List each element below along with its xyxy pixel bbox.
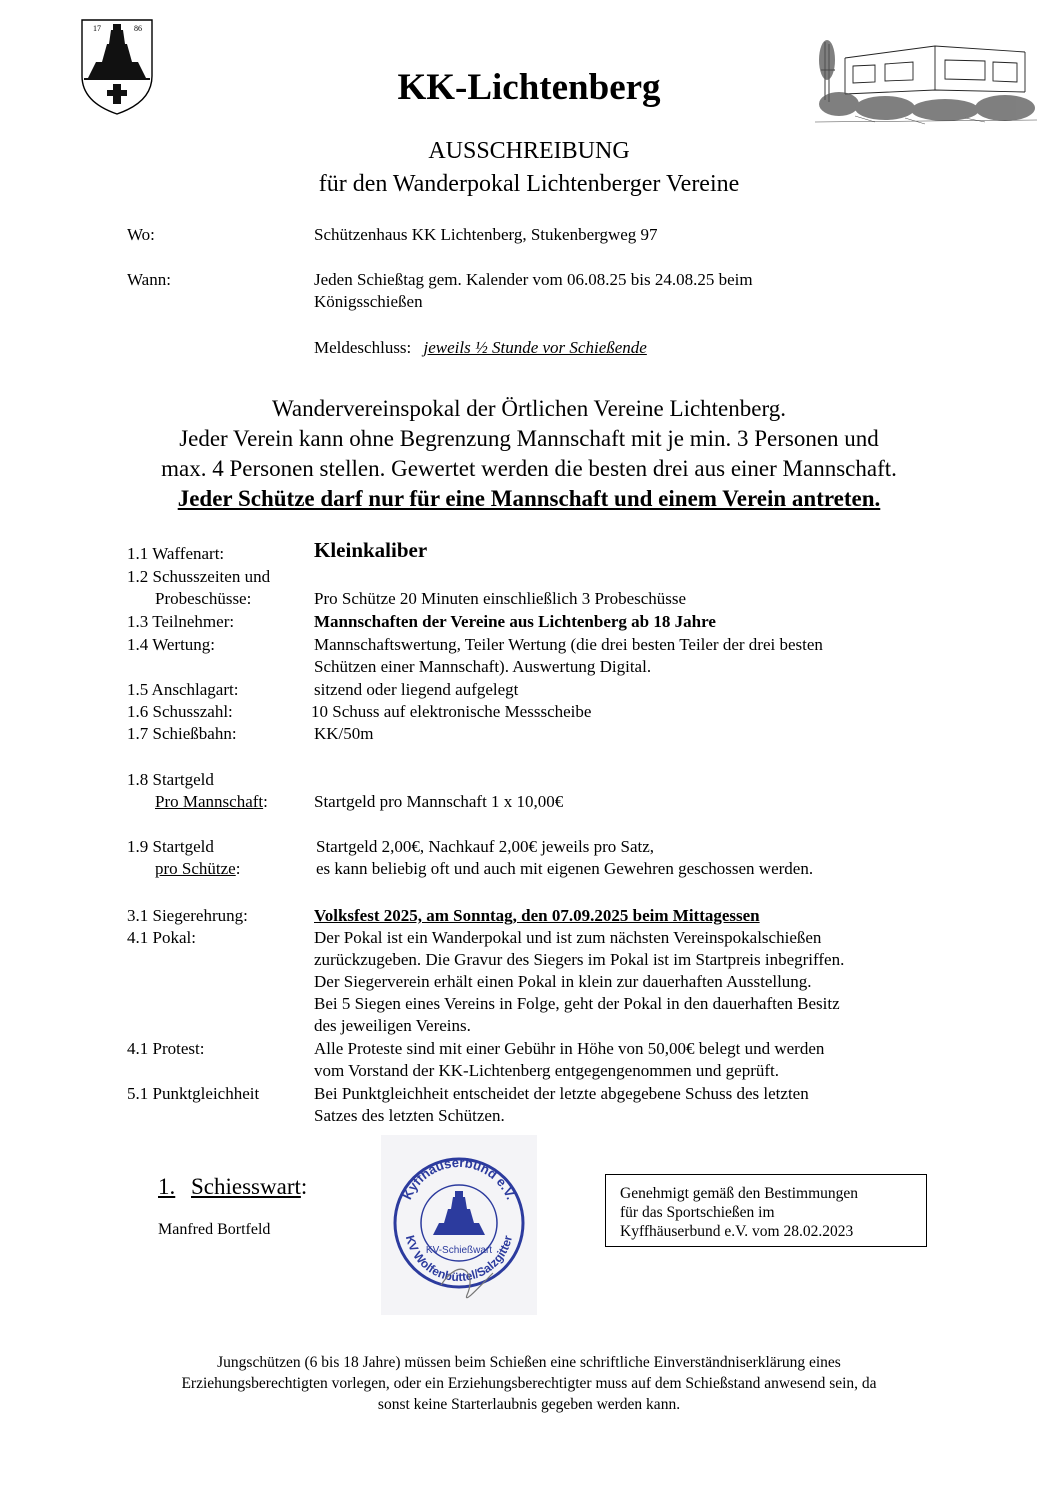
intro-text: [60, 394, 998, 514]
signature-role: Schiesswart: [191, 1174, 301, 1199]
rule-1-2-label-line1: 1.2 Schusszeiten und: [127, 567, 271, 586]
wo-label: Wo:: [127, 225, 155, 244]
rule-5-1-value-line2: Satzes des letzten Schützen.: [314, 1106, 505, 1125]
rule-4-1-pokal-value-line4: Bei 5 Siegen eines Vereins in Folge, geht der Pokal in den dauerhaften Besitz: [314, 994, 840, 1013]
signature-number: 1.: [158, 1174, 176, 1199]
rule-4-1-pokal-value-line3: Der Siegerverein erhält einen Pokal in klein zur dauerhaften Ausstellung.: [314, 972, 812, 991]
announcement-subheading: für den Wanderpokal Lichtenberger Vereine: [318, 171, 740, 197]
rule-1-5-label: 1.5 Anschlagart:: [127, 680, 239, 699]
crest-year-right: 86: [134, 24, 142, 33]
wo-value: Schützenhaus KK Lichtenberg, Stukenbergweg 97: [314, 225, 658, 244]
rule-1-9-label-line1: 1.9 Startgeld: [127, 837, 214, 856]
wann-value-line1: Jeden Schießtag gem. Kalender vom 06.08.25 bis 24.08.25 beim: [314, 270, 753, 289]
stamp-top-text: Kyffhäuserbund e.V.: [399, 1154, 519, 1202]
stamp-monument-icon: [433, 1191, 485, 1235]
rule-4-1-pokal-value-line2: zurückzugeben. Die Gravur des Siegers im Pokal ist im Startpreis inbegriffen.: [314, 950, 845, 969]
approval-line-1: Genehmigt gemäß den Bestimmungen: [620, 1185, 859, 1202]
approval-line-2: für das Sportschießen im: [620, 1204, 775, 1221]
youth-notice-line-3: sonst keine Starterlaubnis gegeben werden kann.: [377, 1396, 681, 1413]
intro-line-3: max. 4 Personen stellen. Gewertet werden die besten drei aus einer Mannschaft.: [161, 456, 897, 481]
youth-notice-line-1: Jungschützen (6 bis 18 Jahre) müssen beim Schießen eine schriftliche Einverständniserklärung eines: [217, 1354, 841, 1371]
official-stamp: [381, 1135, 537, 1315]
announcement-heading: AUSSCHREIBUNG: [428, 138, 630, 164]
page-title: KK-Lichtenberg: [397, 67, 661, 108]
wann-label: Wann:: [127, 270, 171, 289]
rule-3-1-value: Volksfest 2025, am Sonntag, den 07.09.2025 beim Mittagessen: [314, 906, 760, 925]
rule-1-9-label-underlined: pro Schütze: [155, 859, 236, 878]
rule-1-1-label: 1.1 Waffenart:: [127, 544, 225, 563]
signature-heading: 1. Schiesswart:: [158, 1174, 308, 1199]
stamp-bottom-text: KV Wolfenbüttel/Salzgitter: [402, 1233, 516, 1285]
rule-4-1-protest-value-line1: Alle Proteste sind mit einer Gebühr in Höhe von 50,00€ belegt und werden: [314, 1039, 825, 1058]
rule-4-1-protest-label: 4.1 Protest:: [127, 1039, 205, 1058]
rule-1-8-label-line1: 1.8 Startgeld: [127, 770, 214, 789]
rule-1-2-value: Pro Schütze 20 Minuten einschließlich 3 Probeschüsse: [314, 589, 687, 608]
rule-1-1-value: Kleinkaliber: [314, 538, 428, 562]
wann-value-line2: Königsschießen: [314, 292, 423, 311]
rule-1-8-label-line2: Pro Mannschaft:: [155, 792, 268, 811]
rule-1-4-value-line2: Schützen einer Mannschaft). Auswertung Digital.: [314, 657, 652, 676]
rule-1-7-value: KK/50m: [314, 724, 374, 743]
stamp-graphic: [381, 1135, 537, 1315]
approval-box: [605, 1174, 927, 1247]
meldeschluss-value: jeweils ½ Stunde vor Schießende: [423, 338, 647, 357]
stamp-inner-text: KV-Schießwart: [425, 1245, 493, 1256]
rule-1-6-value: 10 Schuss auf elektronische Messscheibe: [311, 702, 592, 721]
approval-line-3: Kyffhäuserbund e.V. vom 28.02.2023: [620, 1223, 854, 1240]
rule-1-9-label-line2: pro Schütze:: [155, 859, 241, 878]
rule-1-4-value-line1: Mannschaftswertung, Teiler Wertung (die drei besten Teiler der drei besten: [314, 635, 823, 654]
youth-notice-line-2: Erziehungsberechtigten vorlegen, oder ein Erziehungsberechtigter muss auf dem Schießstand anwesend sein, da: [181, 1375, 877, 1392]
rule-1-5-value: sitzend oder liegend aufgelegt: [314, 680, 519, 699]
rule-4-1-protest-value-line2: vom Vorstand der KK-Lichtenberg entgegengenommen und geprüft.: [314, 1061, 780, 1080]
rule-1-4-label: 1.4 Wertung:: [127, 635, 216, 654]
rule-1-8-value: Startgeld pro Mannschaft 1 x 10,00€: [314, 792, 564, 811]
rule-1-8-label-underlined: Pro Mannschaft: [155, 792, 264, 811]
signature-name: Manfred Bortfeld: [158, 1221, 271, 1238]
rule-1-9-value-line2: es kann beliebig oft und auch mit eigenen Gewehren geschossen werden.: [316, 859, 814, 878]
youth-notice: [100, 1352, 958, 1415]
rule-3-1-label: 3.1 Siegerehrung:: [127, 906, 248, 925]
rule-4-1-pokal-value-line5: des jeweiligen Vereins.: [314, 1016, 471, 1035]
rule-1-3-value: Mannschaften der Vereine aus Lichtenberg ab 18 Jahre: [314, 612, 716, 631]
rule-5-1-label: 5.1 Punktgleichheit: [127, 1084, 260, 1103]
rule-1-7-label: 1.7 Schießbahn:: [127, 724, 237, 743]
svg-text:KV Wolfenbüttel/Salzgitter: [403, 1234, 515, 1284]
intro-line-4: Jeder Schütze darf nur für eine Mannschaft und einem Verein antreten.: [177, 486, 881, 511]
rule-1-2-label-line2: Probeschüsse:: [155, 589, 252, 608]
rule-4-1-pokal-label: 4.1 Pokal:: [127, 928, 196, 947]
rule-1-3-label: 1.3 Teilnehmer:: [127, 612, 235, 631]
rule-4-1-pokal-value-line1: Der Pokal ist ein Wanderpokal und ist zum nächsten Vereinspokalschießen: [314, 928, 822, 947]
intro-line-2: Jeder Verein kann ohne Begrenzung Mannschaft mit je min. 3 Personen und: [179, 426, 879, 451]
intro-line-1: Wandervereinspokal der Örtlichen Vereine Lichtenberg.: [272, 396, 786, 421]
meldeschluss-row: [314, 337, 647, 359]
rule-5-1-value-line1: Bei Punktgleichheit entscheidet der letzte abgegebene Schuss des letzten: [314, 1084, 809, 1103]
rule-1-6-label: 1.6 Schusszahl:: [127, 702, 233, 721]
rule-1-9-value-line1: Startgeld 2,00€, Nachkauf 2,00€ jeweils pro Satz,: [316, 837, 655, 856]
crest-year-left: 17: [93, 24, 101, 33]
meldeschluss-label: Meldeschluss:: [314, 338, 412, 357]
